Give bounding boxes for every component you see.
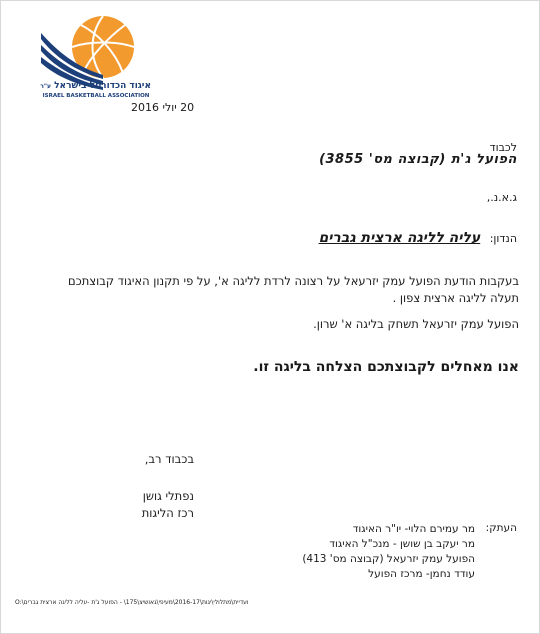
letter-date: 20 יולי 2016 (131, 101, 195, 114)
body-line-2: תעלה לליגה ארצית צפון . (392, 291, 519, 305)
association-logo (37, 13, 155, 115)
recipient-team: הפועל ג'ת (קבוצה מס' 3855) (319, 152, 517, 167)
cc-recipient: הפועל עמק יזרעאל (קבוצה מס' 413) (302, 553, 475, 565)
subject-line (319, 230, 517, 246)
signatory-name: נפתלי גושן (142, 489, 194, 503)
greeting: ג.א.נ., (486, 191, 517, 204)
signature-block (142, 488, 194, 522)
recipient-label: לכבוד (489, 141, 517, 154)
body-paragraph-1 (39, 273, 519, 307)
cc-recipient: עודד נחמן- מרכז הפועל (368, 568, 475, 580)
cc-list (302, 522, 475, 582)
logo-hebrew-name: איגוד הכדורסל בישראל ע"ר (40, 81, 151, 91)
congratulations-line: אנו מאחלים לקבוצתכם הצלחה בליגה זו. (253, 359, 519, 375)
cc-recipient: מר עמירם הלוי- יו"ר האיגוד (352, 523, 475, 535)
body-paragraph-2: הפועל עמק יזרעאל תשחק בליגה א' שרון. (313, 317, 519, 331)
subject-value: עליה לליגה ארצית גברים (318, 230, 481, 246)
body-line-1: בעקבות הודעת הפועל עמק יזרעאל על רצונה לרדת לליגה א', על פי תקנון האיגוד קבוצתכם (68, 274, 519, 288)
subject-label: הנדון: (489, 232, 517, 245)
cc-recipient: מר יעקב בן שושן - מנכ"ל האיגוד (329, 538, 475, 550)
file-path-footer: O:\ועדיית\מתלולי\יגות\2016-17\מעיפי\גאושיצ\175\ - הפועל ג'ת -עליה לליגה ארצית גברים (15, 599, 249, 606)
logo-english-name: ISRAEL BASKETBALL ASSOCIATION (42, 93, 150, 99)
cc-label: העתק: (485, 522, 517, 534)
signatory-title: רכז הליגות (141, 506, 194, 520)
closing-regards: בכבוד רב, (144, 452, 194, 466)
